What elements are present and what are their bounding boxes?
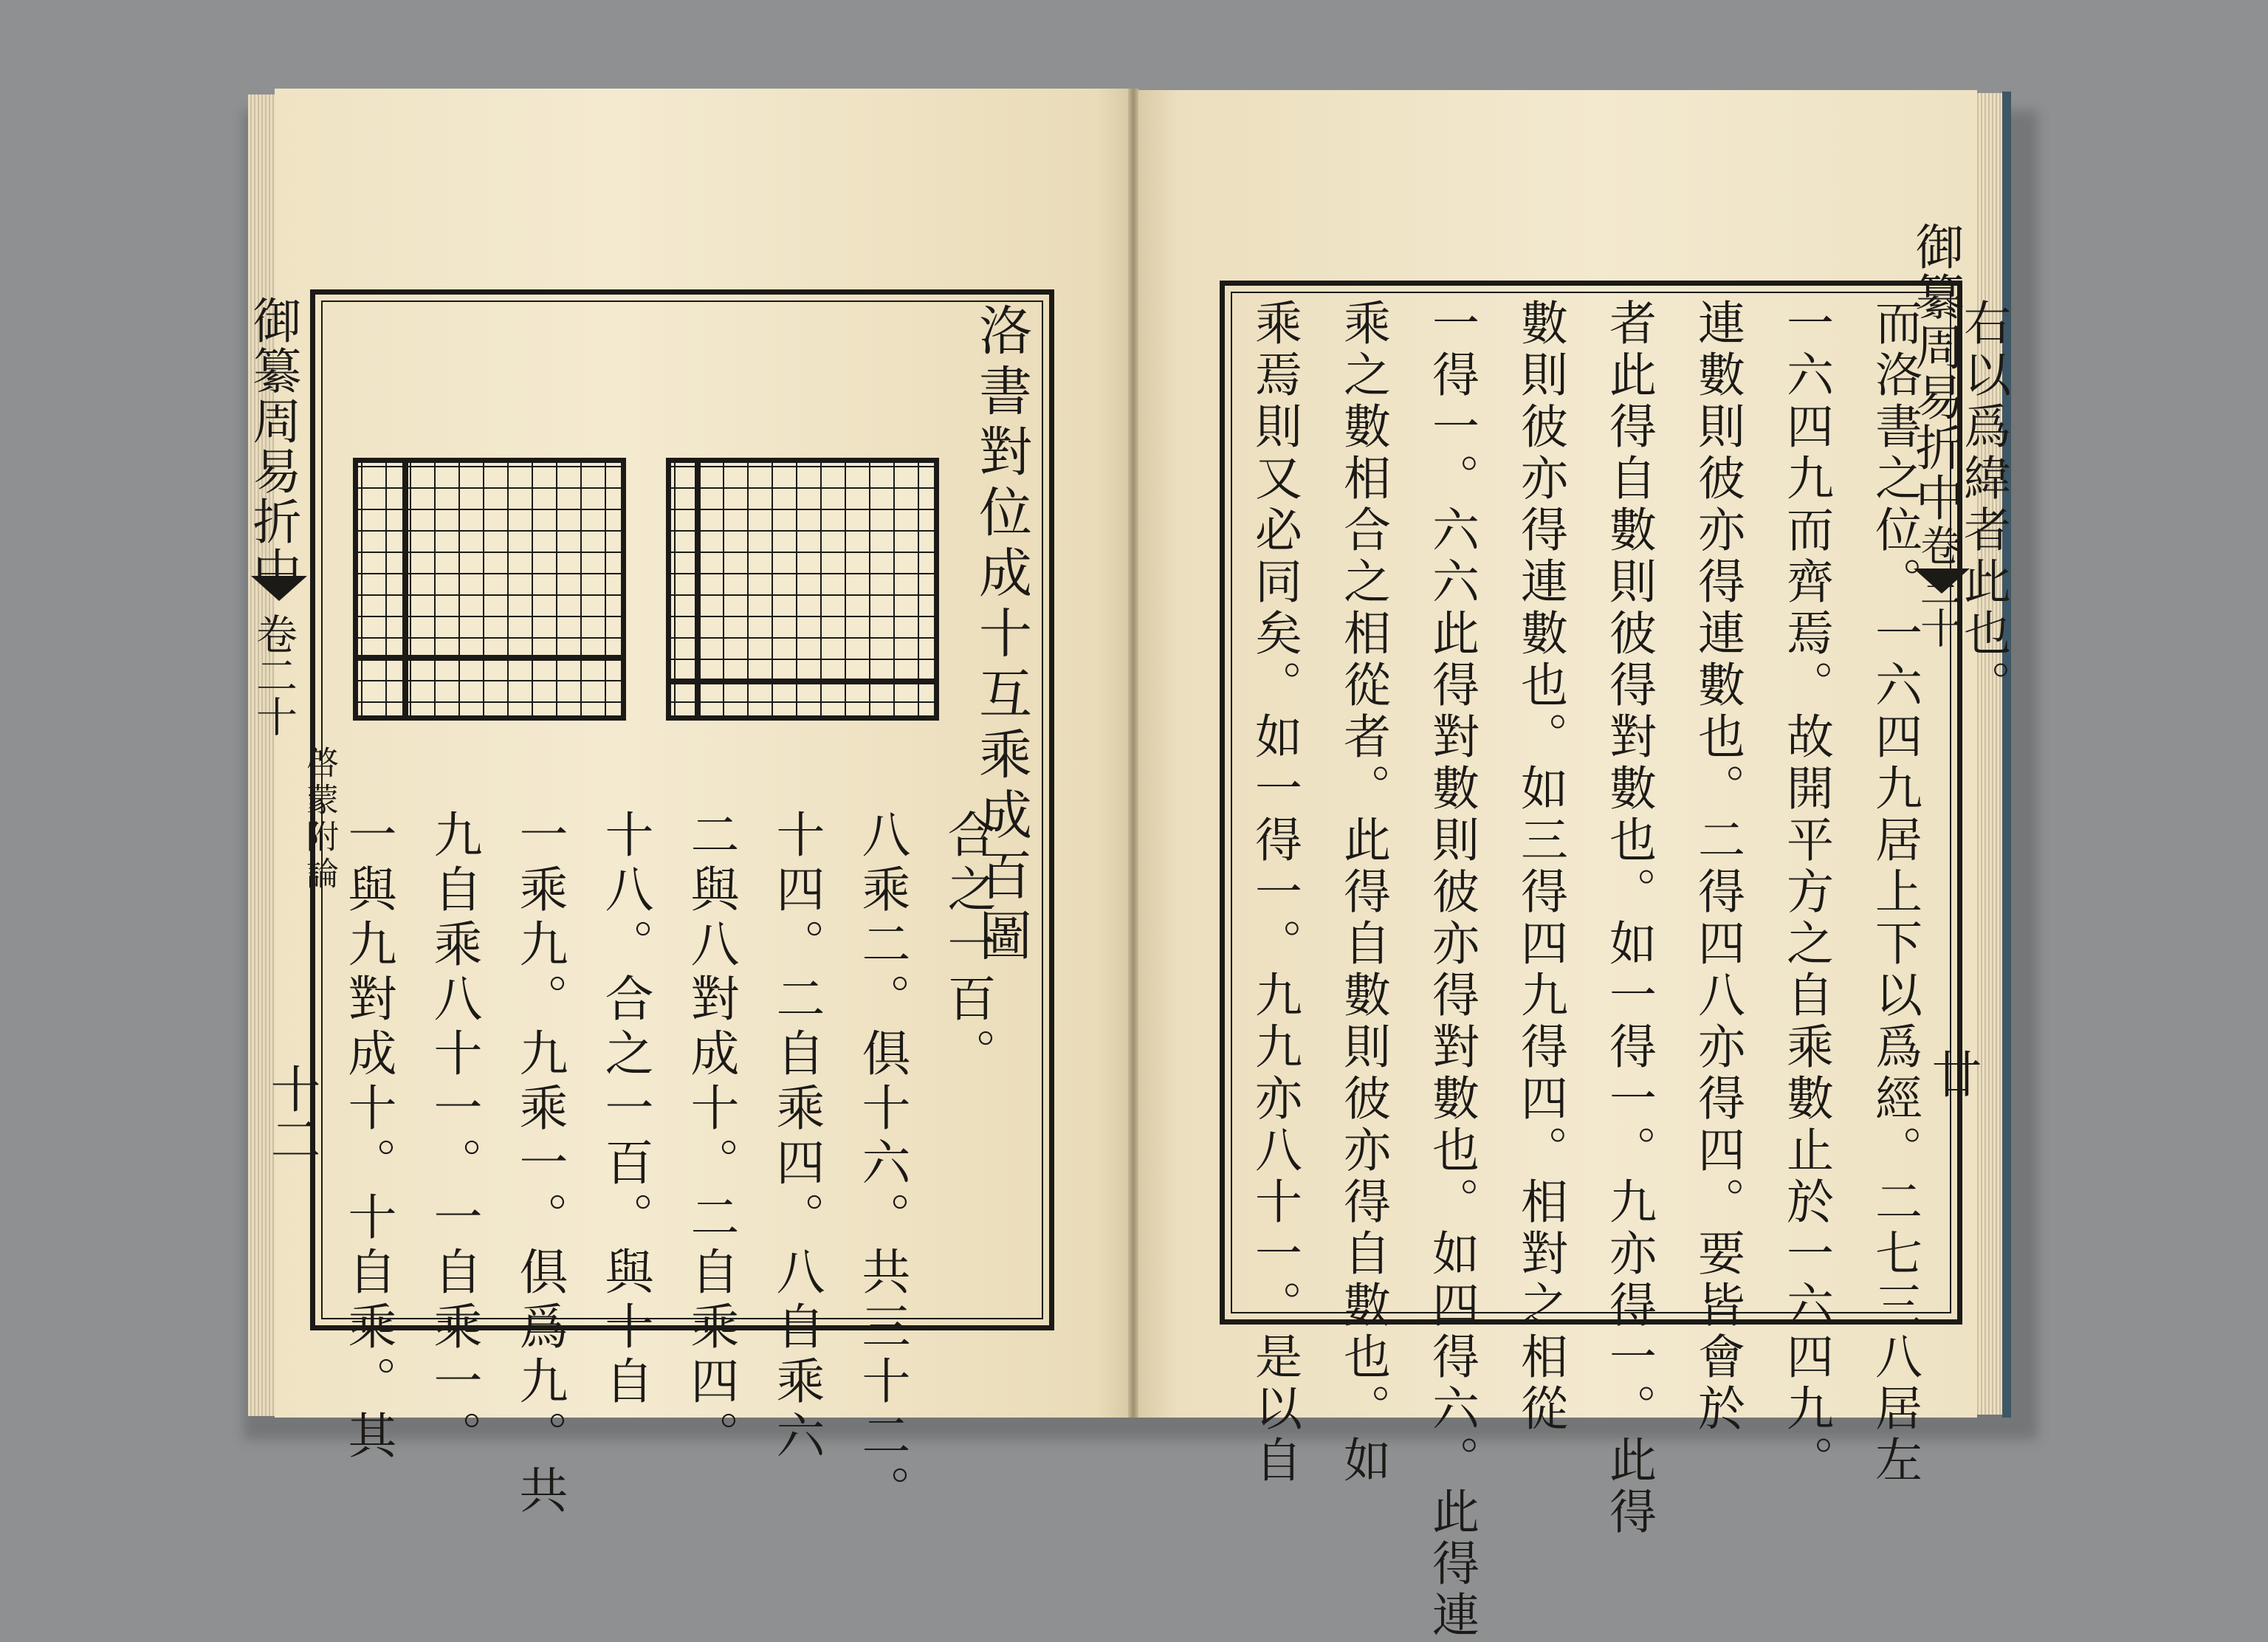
text-column: 右以爲緯者此也。 bbox=[1956, 298, 2010, 712]
text-column: 一得一。六六此得對數則彼亦得對數也。如四得六。此得連 bbox=[1424, 298, 1479, 1642]
text-column: 數則彼亦得連數也。如三得四九得四。相對之相從 bbox=[1513, 298, 1567, 1435]
right-margin-title: 御纂周易折中 bbox=[1907, 221, 1964, 523]
grid-divider-vertical bbox=[402, 463, 408, 715]
left-fish-tail-mark bbox=[251, 576, 307, 601]
text-column: 者此得自數則彼得對數也。如一得一。九亦得一。此得 bbox=[1601, 298, 1656, 1539]
text-column: 十八。合之一百。與十自 bbox=[597, 809, 653, 1410]
text-column: 乘焉則又必同矣。如一得一。九九亦八十一。是以自 bbox=[1247, 298, 1302, 1487]
page-stack-left bbox=[248, 95, 278, 1416]
left-body-text bbox=[325, 809, 1010, 1519]
left-page-number: 十二 bbox=[262, 1063, 320, 1164]
text-column: 八乘二。俱十六。共三十二。 bbox=[853, 809, 910, 1519]
text-column: 連數則彼亦得連數也。二得四八亦得四。要皆會於 bbox=[1690, 298, 1745, 1435]
right-page-number: 廿 bbox=[1923, 1048, 1982, 1099]
text-column: 一六四九而齊焉。故開平方之自乘數止於一六四九。 bbox=[1779, 298, 1833, 1487]
text-column: 一與九對成十。十自乘。其 bbox=[340, 809, 396, 1465]
text-column: 九自乘八十一。一自乘一。 bbox=[425, 809, 482, 1465]
text-column: 十四。二自乘四。八自乘六 bbox=[768, 809, 825, 1465]
text-column: 一乘九。九乘一。俱爲九。共 bbox=[511, 809, 568, 1519]
text-column: 而洛書之位。一六四九居上下以爲經。二七三八居左 bbox=[1867, 298, 1922, 1487]
left-margin-title: 御纂周易折中 bbox=[244, 295, 301, 597]
left-volume-label: 卷二十 bbox=[250, 613, 298, 737]
right-body-text bbox=[1230, 298, 2027, 1642]
text-column: 合之一百。 bbox=[939, 809, 996, 1082]
grid-divider-horizontal bbox=[671, 679, 934, 684]
text-column: 乘之數相合之相從者。此得自數則彼亦得自數也。如 bbox=[1336, 298, 1390, 1487]
grid-divider-horizontal bbox=[358, 655, 621, 661]
book-gutter bbox=[1128, 89, 1138, 1418]
grid-divider-vertical bbox=[695, 463, 701, 715]
diagram-title: 洛書對位成十互乘成百圖 bbox=[970, 303, 1032, 969]
right-volume-label: 卷三十 bbox=[1914, 524, 1962, 648]
text-column: 二與八對成十。二自乘四。 bbox=[682, 809, 739, 1465]
left-section-label: 啓蒙附論 bbox=[300, 746, 338, 893]
right-grid-diagram bbox=[666, 458, 939, 721]
left-grid-diagram bbox=[353, 458, 626, 721]
